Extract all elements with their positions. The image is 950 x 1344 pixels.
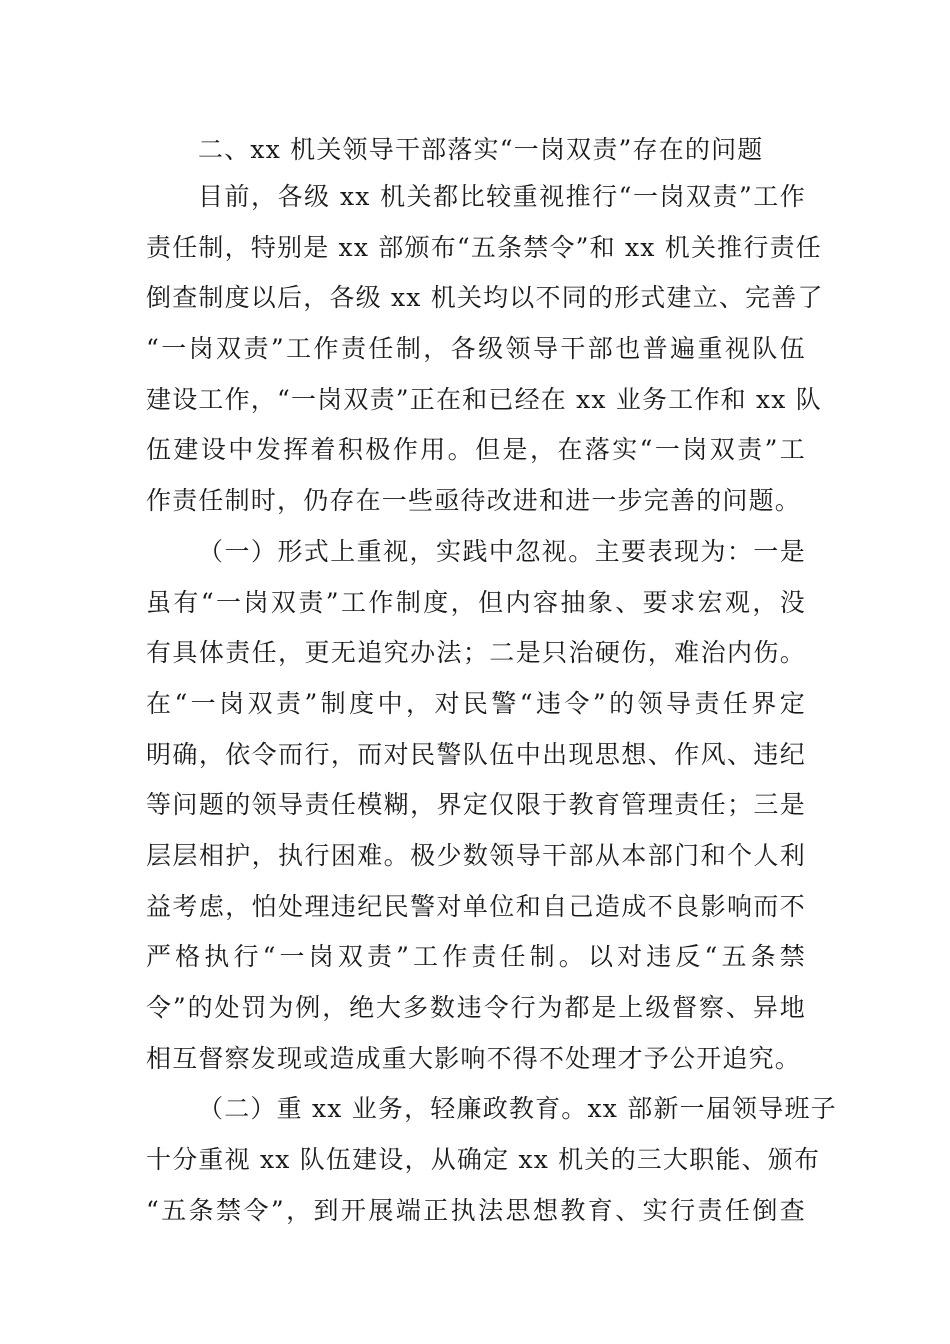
paragraph-line: 虽有“一岗双责”工作制度，但内容抽象、要求宏观，没 — [146, 587, 806, 617]
paragraph-line: 责任制，特别是 xx 部颁布“五条禁令”和 xx 机关推行责任 — [146, 232, 822, 262]
paragraph-line: 有具体责任，更无追究办法；二是只治硬伤，难治内伤。 — [146, 638, 806, 668]
paragraph-line: 等问题的领导责任模糊，界定仅限于教育管理责任；三是 — [146, 790, 806, 820]
paragraph-line: 伍建设中发挥着积极作用。但是，在落实“一岗双责”工 — [146, 435, 806, 465]
paragraph-1 — [146, 172, 824, 527]
paragraph-line: 明确，依令而行，而对民警队伍中出现思想、作风、违纪 — [146, 739, 806, 769]
paragraph-line: 严格执行“一岗双责”工作责任制。以对违反“五条禁 — [146, 942, 806, 972]
paragraph-line: 益考虑，怕处理违纪民警对单位和自己造成不良影响而不 — [146, 891, 806, 921]
paragraph-line: 十分重视 xx 队伍建设，从确定 xx 机关的三大职能、颁布 — [146, 1145, 821, 1175]
paragraph-line: “五条禁令”，到开展端正执法思想教育、实行责任倒查 — [146, 1195, 806, 1225]
paragraph-line: （一）形式上重视，实践中忽视。主要表现为：一是 — [198, 536, 806, 566]
paragraph-line: 作责任制时，仍存在一些亟待改进和进一步完善的问题。 — [146, 486, 802, 516]
paragraph-line: 相互督察发现或造成重大影响不得不处理才予公开追究。 — [146, 1043, 802, 1073]
section-heading: 二、xx 机关领导干部落实“一岗双责”存在的问题 — [198, 135, 764, 164]
paragraph-line: （二）重 xx 业务，轻廉政教育。xx 部新一届领导班子 — [198, 1094, 837, 1124]
document-body — [146, 128, 837, 1236]
paragraph-line: 倒查制度以后，各级 xx 机关均以不同的形式建立、完善了 — [146, 283, 824, 313]
paragraph-line: “一岗双责”工作责任制，各级领导干部也普遍重视队伍 — [146, 334, 806, 364]
paragraph-3 — [146, 1084, 837, 1236]
paragraph-line: 在“一岗双责”制度中，对民警“违令”的领导责任界定 — [146, 688, 806, 718]
paragraph-2 — [146, 527, 806, 1085]
paragraph-line: 层层相护，执行困难。极少数领导干部从本部门和个人利 — [146, 840, 806, 870]
paragraph-line: 目前，各级 xx 机关都比较重视推行“一岗双责”工作 — [198, 182, 806, 211]
paragraph-line: 令”的处罚为例，绝大多数违令行为都是上级督察、异地 — [146, 993, 806, 1022]
paragraph-line: 建设工作，“一岗双责”正在和已经在 xx 业务工作和 xx 队 — [146, 384, 822, 414]
